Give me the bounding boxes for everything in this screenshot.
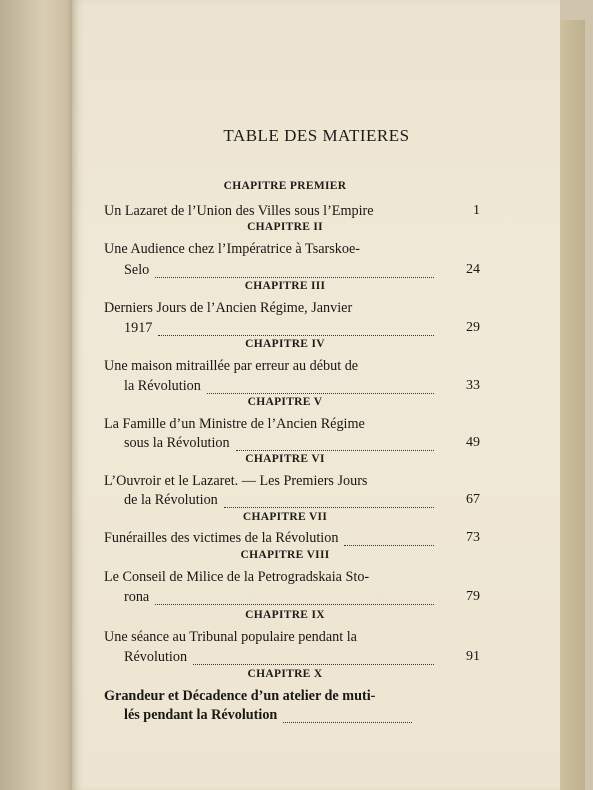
page-number: 29 [466, 320, 480, 335]
chapter-title-line: Un Lazaret de l’Union des Villes sous l’Empire [104, 203, 374, 219]
dot-leader [283, 703, 412, 723]
chapter-title-line: sous la Révolution [124, 435, 230, 451]
chapter-label: CHAPITRE VII [242, 511, 328, 523]
chapter-title-line: Grandeur et Décadence d’un atelier de muti- [104, 688, 376, 704]
chapter-label: CHAPITRE VI [245, 453, 325, 465]
dot-leader [236, 431, 434, 451]
dot-leader [155, 258, 434, 278]
page-number: 91 [466, 649, 480, 664]
chapter-title-line: Révolution [124, 649, 188, 665]
chapter-title-line: Funérailles des victimes de la Révolution [104, 530, 339, 546]
chapter-title-line: Le Conseil de Milice de la Petrogradskaia Sto- [104, 569, 370, 585]
page-number: 1 [473, 203, 480, 218]
page-number: 33 [466, 378, 480, 393]
page-number: 79 [466, 589, 480, 604]
dot-leader [158, 316, 434, 336]
dot-leader [193, 645, 434, 665]
chapter-label: CHAPITRE VIII [240, 549, 330, 561]
dot-leader [224, 488, 434, 508]
chapter-title-line: Une Audience chez l’Impératrice à Tsarskoe- [104, 241, 360, 257]
toc-title: TABLE DES MATIERES [223, 126, 410, 145]
dot-leader [155, 585, 434, 605]
dot-leader [344, 526, 434, 546]
page-number: 49 [466, 435, 480, 450]
chapter-title-line: lés pendant la Révolution [124, 707, 278, 723]
left-page-edge [0, 0, 78, 790]
chapter-title-line: Selo [124, 262, 150, 278]
chapter-title-line: la Révolution [124, 378, 201, 394]
chapter-title-line: 1917 [124, 320, 153, 336]
chapter-label: CHAPITRE IV [245, 338, 325, 350]
chapter-label: CHAPITRE III [244, 280, 326, 292]
chapter-title-line: Une séance au Tribunal populaire pendant la [104, 629, 357, 645]
page-number: 67 [466, 492, 480, 507]
dot-leader [207, 374, 434, 394]
chapter-title-line: L’Ouvroir et le Lazaret. — Les Premiers Jours [104, 473, 368, 489]
chapter-label: CHAPITRE V [247, 396, 323, 408]
chapter-title-line: de la Révolution [124, 492, 218, 508]
chapter-title-line: La Famille d’un Ministre de l’Ancien Régime [104, 416, 365, 432]
chapter-label: CHAPITRE PREMIER [223, 180, 347, 192]
chapter-label: CHAPITRE X [247, 668, 323, 680]
chapter-title-line: Une maison mitraillée par erreur au début de [104, 358, 359, 374]
chapter-label: CHAPITRE IX [245, 609, 325, 621]
chapter-label: CHAPITRE II [247, 221, 323, 233]
page-number: 24 [466, 262, 480, 277]
chapter-title-line: Derniers Jours de l’Ancien Régime, Janvier [104, 300, 353, 316]
page-number: 73 [466, 530, 480, 545]
chapter-title-line: rona [124, 589, 150, 605]
